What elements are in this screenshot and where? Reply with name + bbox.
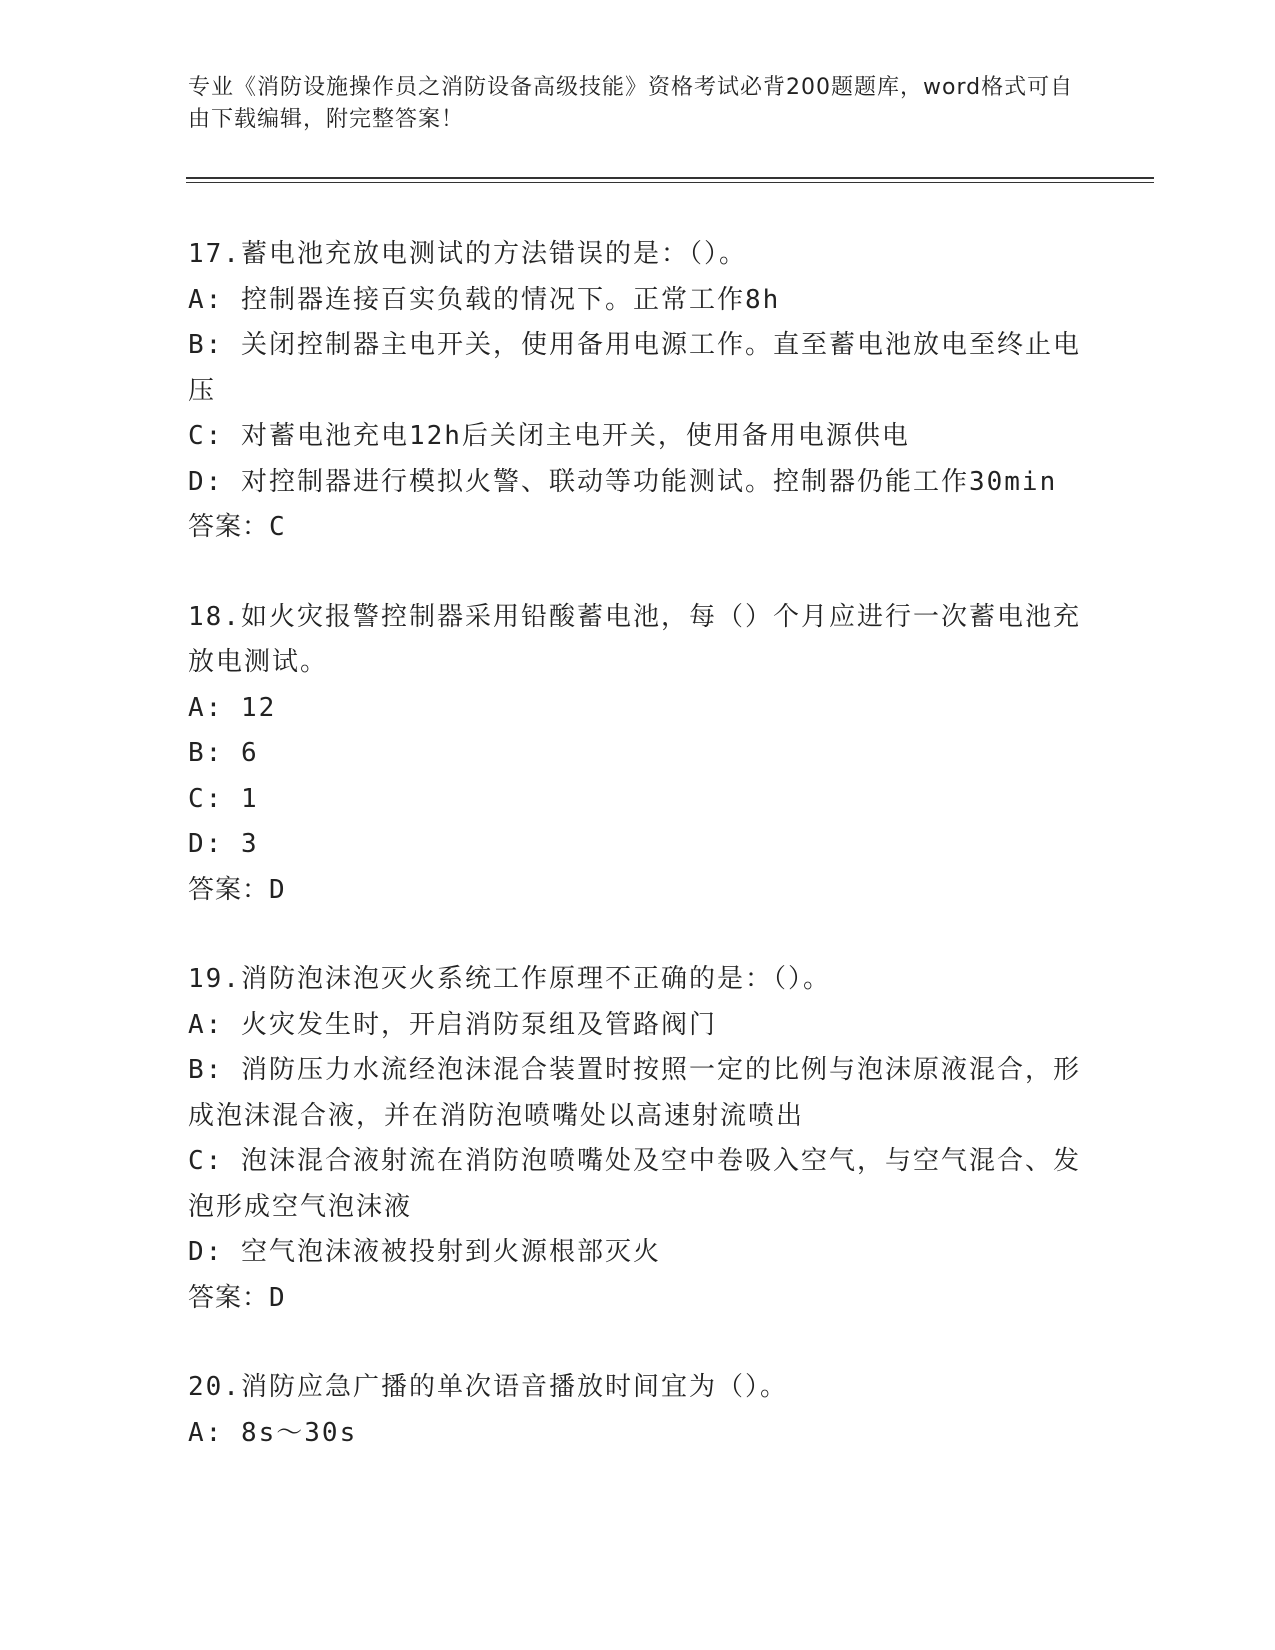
question-stem: 17.蓄电池充放电测试的方法错误的是：（）。 (188, 239, 747, 269)
option-d: D: 空气泡沫液被投射到火源根部灭火 (188, 1237, 661, 1267)
option-a: A: 8s～30s (188, 1417, 358, 1448)
option-a: A: 12 (188, 692, 277, 723)
header-rule-thin (186, 182, 1154, 183)
option-c: C: 泡沫混合液射流在消防泡喷嘴处及空中卷吸入空气，与空气混合、发泡形成空气泡沫液 (188, 1146, 1081, 1222)
answer-value: C (269, 512, 286, 542)
option-b: B: 6 (188, 738, 259, 768)
answer-line (188, 868, 1088, 914)
question-17 (188, 232, 1088, 551)
question-20 (188, 1365, 1088, 1456)
option-b: B: 关闭控制器主电开关，使用备用电源工作。直至蓄电池放电至终止电压 (188, 330, 1081, 406)
answer-value: D (269, 874, 286, 905)
question-18 (188, 595, 1088, 914)
option-a: A: 火灾发生时，开启消防泵组及管路阀门 (188, 1009, 717, 1040)
answer-label: 答案： (188, 1282, 270, 1313)
question-stem: 18.如火灾报警控制器采用铅酸蓄电池，每（）个月应进行一次蓄电池充放电测试。 (188, 601, 1081, 677)
answer-value: D (269, 1282, 286, 1313)
answer-label: 答案： (188, 512, 270, 542)
answer-line (188, 1276, 1088, 1322)
option-c: C: 1 (188, 783, 259, 814)
option-c: C: 对蓄电池充电12h后关闭主电开关，使用备用电源供电 (188, 421, 910, 451)
option-a: A: 控制器连接百实负载的情况下。正常工作8h (188, 284, 781, 315)
question-stem: 20.消防应急广播的单次语音播放时间宜为（）。 (188, 1372, 788, 1402)
header-rule-thick (186, 177, 1154, 179)
option-b: B: 消防压力水流经泡沫混合装置时按照一定的比例与泡沫原液混合，形成泡沫混合液，并在消防泡喷嘴处以高速射流喷出 (188, 1055, 1081, 1131)
question-list (188, 232, 1088, 1500)
option-d: D: 3 (188, 829, 259, 859)
option-d: D: 对控制器进行模拟火警、联动等功能测试。控制器仍能工作30min (188, 466, 1058, 497)
question-stem: 19.消防泡沫泡灭火系统工作原理不正确的是：（）。 (188, 964, 831, 994)
answer-line (188, 505, 1088, 551)
answer-label: 答案： (188, 874, 270, 905)
header-text: 专业《消防设施操作员之消防设备高级技能》资格考试必背200题题库，word格式可自由下载编辑，附完整答案！ (188, 75, 1074, 132)
question-19 (188, 957, 1088, 1321)
document-header (188, 72, 1088, 136)
